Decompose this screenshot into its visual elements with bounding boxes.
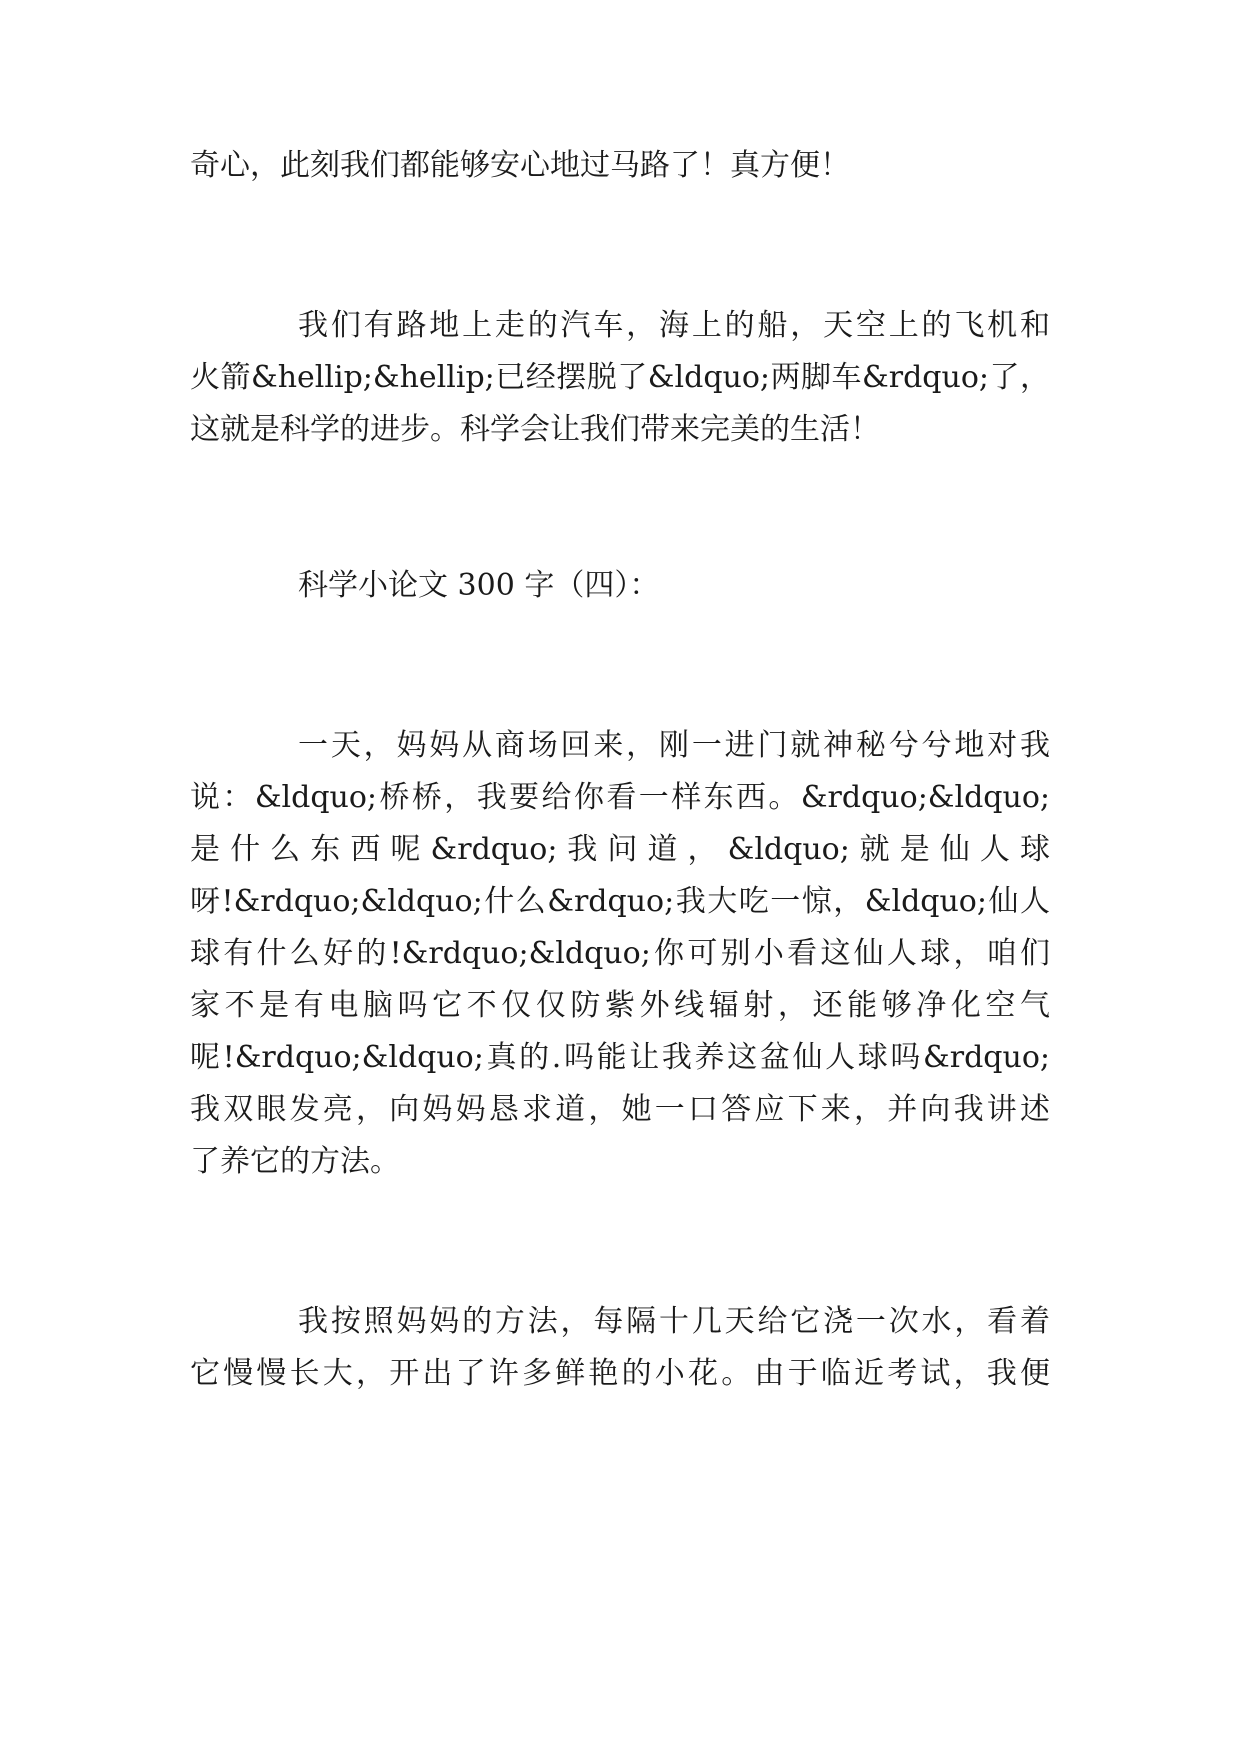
paragraph-line: 家不是有电脑吗它不仅仅防紫外线辐射，还能够净化空气: [190, 988, 1050, 1023]
paragraph-line: 球有什么好的!&rdquo;&ldquo;你可别小看这仙人球，咱们: [190, 936, 1050, 971]
paragraph-line: 呀!&rdquo;&ldquo;什么&rdquo;我大吃一惊，&ldquo;仙人: [190, 884, 1050, 919]
paragraph-line: 我按照妈妈的方法，每隔十几天给它浇一次水，看着: [298, 1304, 1050, 1339]
section-title: 科学小论文 300 字（四）：: [298, 568, 660, 603]
paragraph-line: 它慢慢长大，开出了许多鲜艳的小花。由于临近考试，我便: [190, 1356, 1050, 1391]
paragraph-line: 呢!&rdquo;&ldquo;真的.吗能让我养这盆仙人球吗&rdquo;: [190, 1040, 1050, 1075]
paragraph-line: 了养它的方法。: [190, 1144, 400, 1179]
paragraph-line: 我们有路地上走的汽车，海上的船，天空上的飞机和: [298, 308, 1050, 343]
paragraph-line: 一天，妈妈从商场回来，刚一进门就神秘兮兮地对我: [298, 728, 1050, 763]
paragraph-line: 说：&ldquo;桥桥，我要给你看一样东西。&rdquo;&ldquo;: [190, 780, 1050, 815]
paragraph-line: 奇心，此刻我们都能够安心地过马路了！真方便！: [190, 148, 850, 183]
paragraph-line: 火箭&hellip;&hellip;已经摆脱了&ldquo;两脚车&rdquo;了，: [190, 360, 1050, 395]
paragraph-line: 我双眼发亮，向妈妈恳求道，她一口答应下来，并向我讲述: [190, 1092, 1050, 1127]
paragraph-line: 这就是科学的进步。科学会让我们带来完美的生活！: [190, 412, 880, 447]
paragraph-line: 是 什 么 东 西 呢 &rdquo; 我 问 道 ， &ldquo; 就 是 仙 人 球: [190, 832, 1050, 867]
